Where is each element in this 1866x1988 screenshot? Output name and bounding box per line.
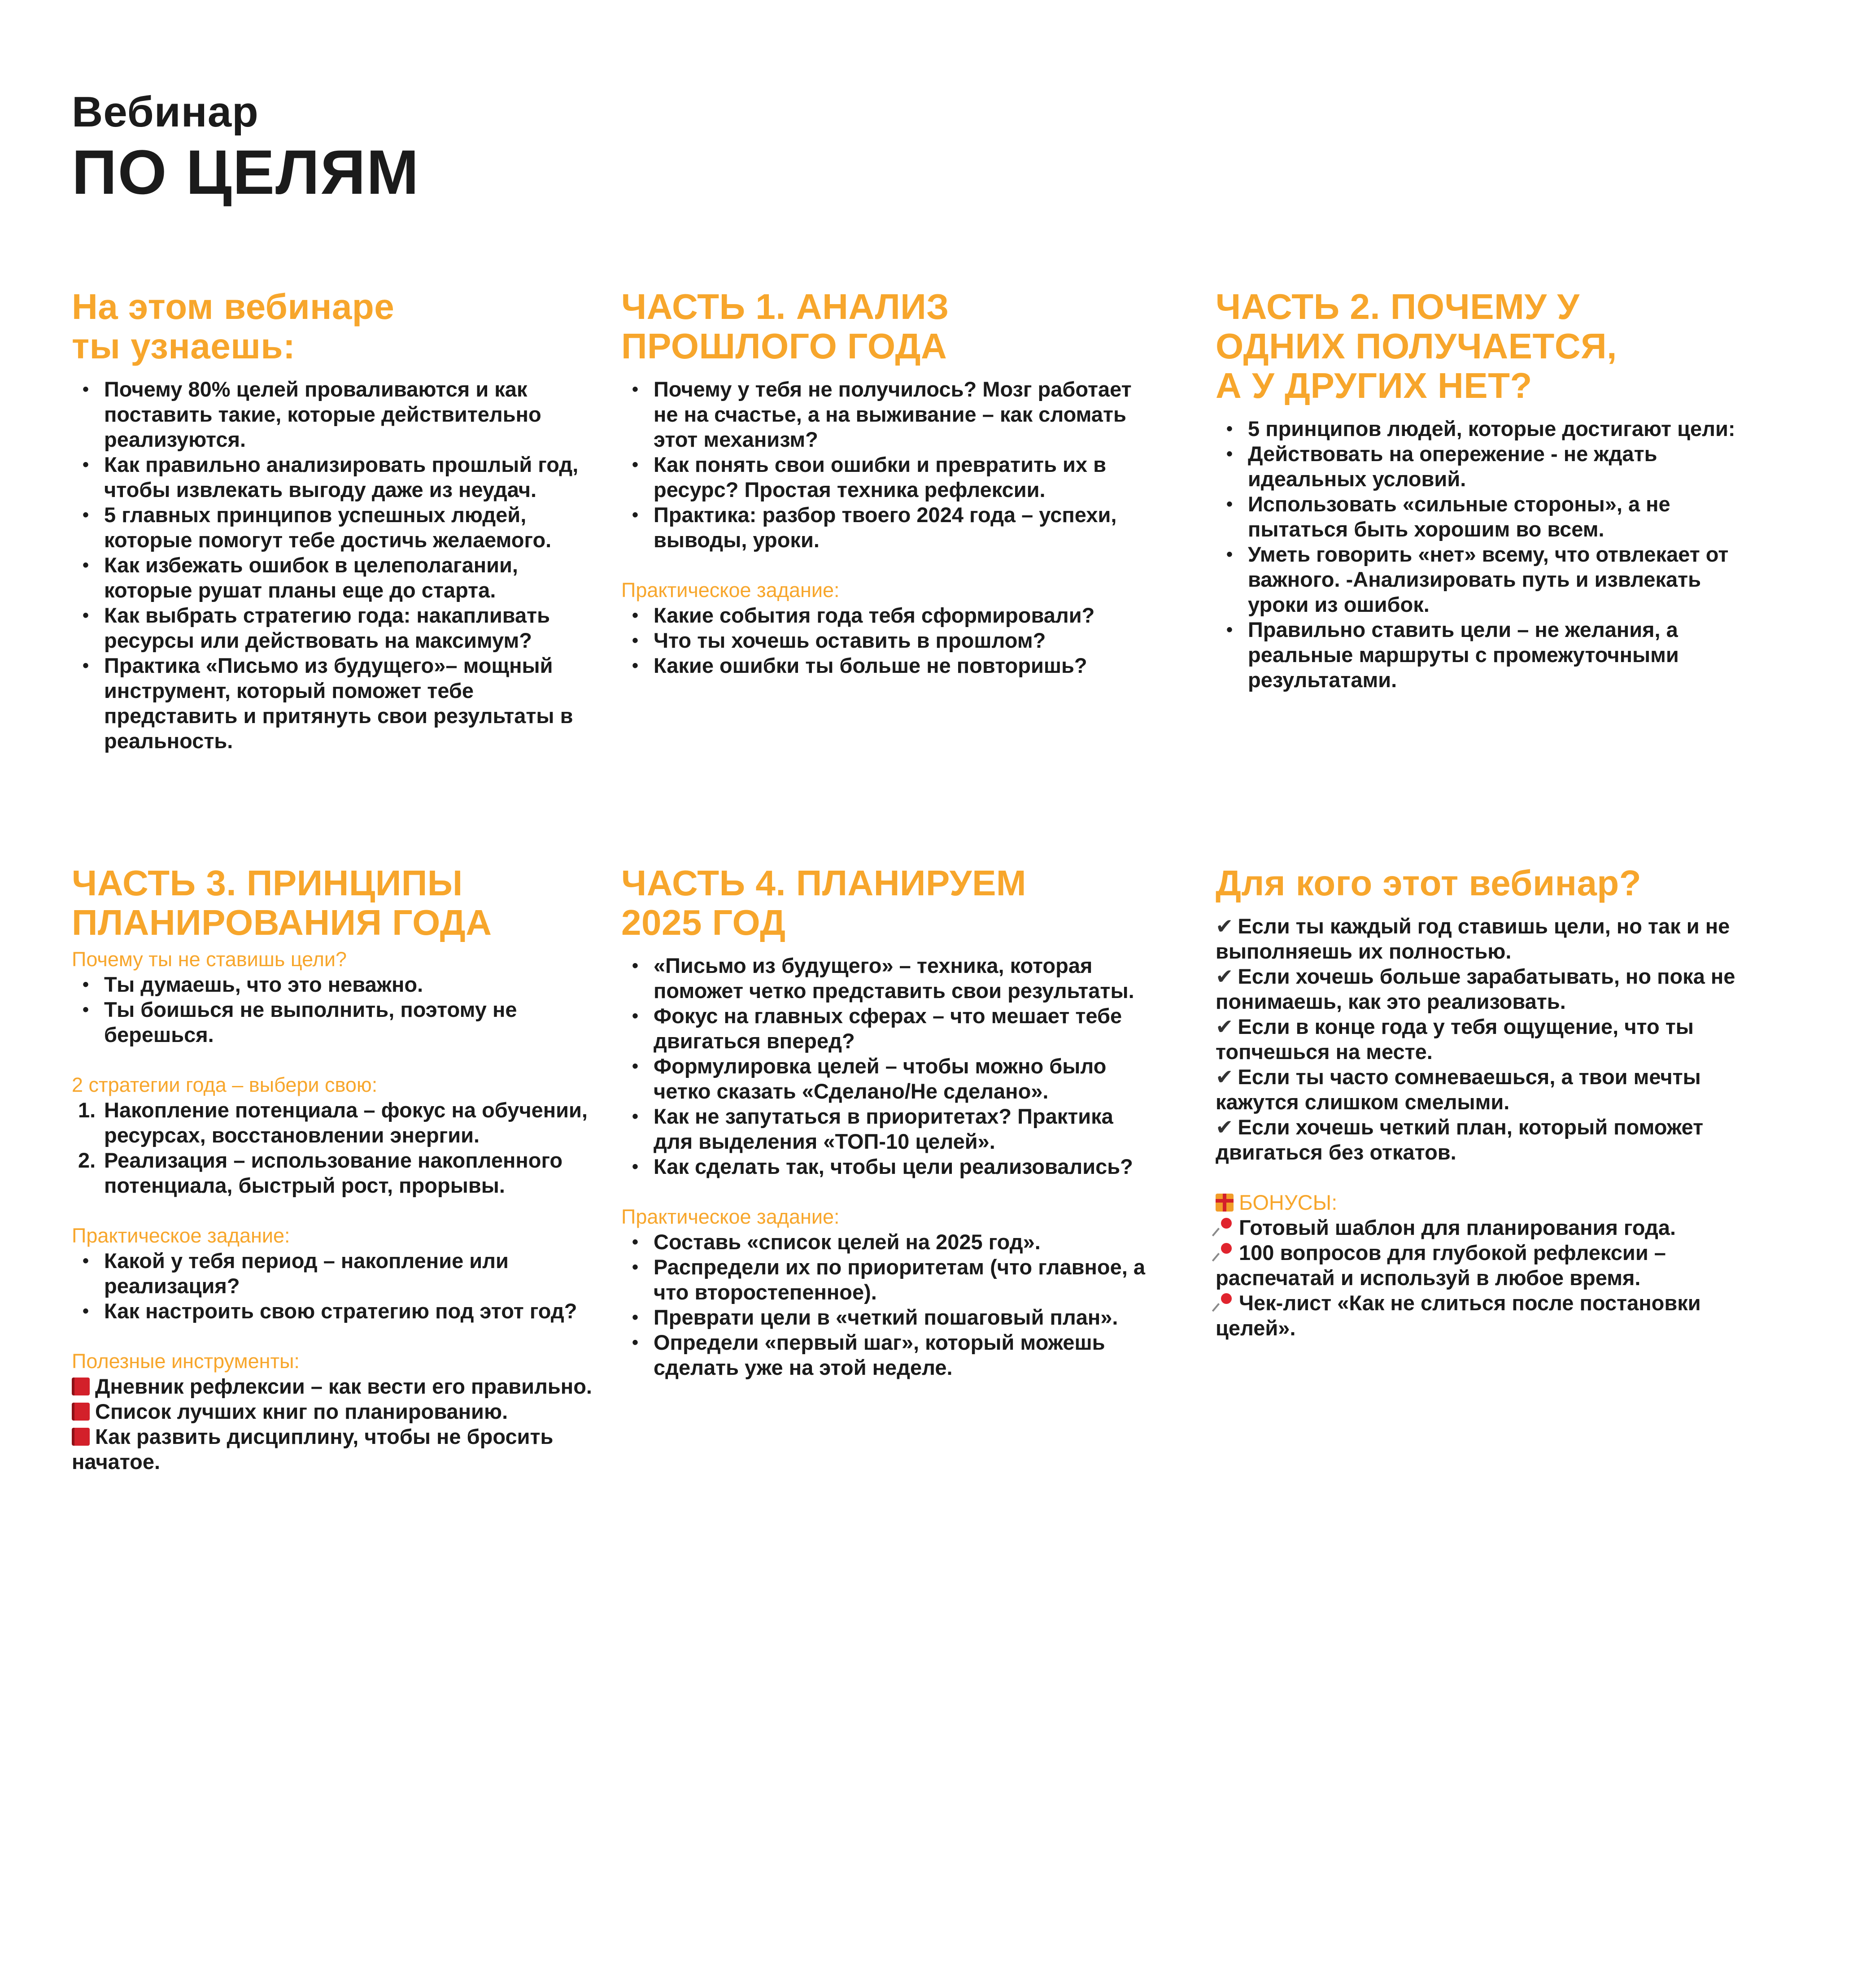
part3-heading: ЧАСТЬ 3. ПРИНЦИПЫ ПЛАНИРОВАНИЯ ГОДА (72, 863, 492, 942)
tool-item (72, 1424, 601, 1474)
part4-task-item: • Составь «список целей на 2025 год». (621, 1229, 1151, 1255)
book-icon (72, 1378, 90, 1395)
part3-task-item: • Какой у тебя период – накопление или реализация? (72, 1248, 601, 1299)
part1-item: • Практика: разбор твоего 2024 года – успехи, выводы, уроки. (621, 502, 1151, 553)
strategy-text: Реализация – использование накопленного потенциала, быстрый рост, прорывы. (104, 1148, 563, 1197)
tool-text: Список лучших книг по планированию. (95, 1399, 508, 1423)
part3-why-item: • Ты думаешь, что это неважно. (72, 972, 601, 997)
learn-heading: На этом вебинаре ты узнаешь: (72, 287, 395, 366)
part2-heading: ЧАСТЬ 2. ПОЧЕМУ У ОДНИХ ПОЛУЧАЕТСЯ, А У ДРУГИХ НЕТ? (1216, 287, 1617, 405)
part1-heading: ЧАСТЬ 1. АНАЛИЗ ПРОШЛОГО ГОДА (621, 287, 949, 366)
part3-task-list (72, 1248, 601, 1324)
part1-list (621, 377, 1151, 553)
check-icon: ✔ (1216, 964, 1234, 988)
audience-section (1216, 863, 1745, 1341)
audience-item (1216, 1115, 1745, 1165)
learn-item: • Как избежать ошибок в целеполагании, которые рушат планы еще до старта. (72, 553, 601, 603)
bonus-title (1216, 1190, 1745, 1215)
part2-item: • Использовать «сильные стороны», а не пытаться быть хорошим во всем. (1216, 492, 1745, 542)
part3-why-item: • Ты боишься не выполнить, поэтому не берешься. (72, 997, 601, 1047)
audience-text: Если хочешь больше зарабатывать, но пока не понимаешь, как это реализовать. (1216, 964, 1735, 1013)
learn-item: • Как правильно анализировать прошлый год, чтобы извлекать выгоду даже из неудач. (72, 452, 601, 502)
title-block (72, 87, 420, 206)
part2-item: • Правильно ставить цели – не желания, а реальные маршруты с промежуточными результатами. (1216, 617, 1745, 693)
part4-item: • Фокус на главных сферах – что мешает тебе двигаться вперед? (621, 1003, 1151, 1054)
part4-heading: ЧАСТЬ 4. ПЛАНИРУЕМ 2025 ГОД (621, 863, 1027, 942)
part4-task-item: • Распредели их по приоритетам (что главное, а что второстепенное). (621, 1255, 1151, 1305)
part4-task-list (621, 1229, 1151, 1380)
tool-text: Как развить дисциплину, чтобы не бросить начатое. (72, 1425, 554, 1474)
part4-item: • «Письмо из будущего» – техника, которая поможет четко представить свои результаты. (621, 953, 1151, 1003)
check-icon: ✔ (1216, 914, 1234, 938)
page-title: ПО ЦЕЛЯМ (72, 137, 420, 207)
pushpin-icon (1216, 1243, 1234, 1263)
part2-item: • Уметь говорить «нет» всему, что отвлекает от важного. -Анализировать путь и извлекать уроки из ошибок. (1216, 542, 1745, 617)
part3-section (72, 863, 601, 1474)
part3-task-title: Практическое задание: (72, 1224, 290, 1247)
part3-task-item: • Как настроить свою стратегию под этот год? (72, 1299, 601, 1324)
part3-strategy-item (72, 1098, 601, 1148)
book-icon (72, 1403, 90, 1421)
part4-item: • Как сделать так, чтобы цели реализовались? (621, 1154, 1151, 1179)
bonus-text: 100 вопросов для глубокой рефлексии – распечатай и используй в любое время. (1216, 1241, 1666, 1290)
bonus-title-text: БОНУСЫ: (1239, 1190, 1338, 1214)
gift-icon (1216, 1194, 1234, 1212)
audience-item (1216, 964, 1745, 1014)
learn-item: • Как выбрать стратегию года: накапливать ресурсы или действовать на максимум? (72, 603, 601, 653)
audience-item (1216, 1064, 1745, 1115)
part3-why-title: Почему ты не ставишь цели? (72, 948, 347, 971)
audience-item (1216, 914, 1745, 964)
part1-task-item: • Какие ошибки ты больше не повторишь? (621, 653, 1151, 678)
part1-task-list (621, 603, 1151, 678)
part1-item: • Почему у тебя не получилось? Мозг работает не на счастье, а на выживание – как сломать этот механизм? (621, 377, 1151, 452)
audience-heading: Для кого этот вебинар? (1216, 863, 1642, 903)
audience-text: Если в конце года у тебя ощущение, что ты топчешься на месте. (1216, 1015, 1694, 1064)
part4-list (621, 953, 1151, 1179)
part4-task-title: Практическое задание: (621, 1205, 840, 1228)
learn-item: • 5 главных принципов успешных людей, которые помогут тебе достичь желаемого. (72, 502, 601, 553)
check-icon: ✔ (1216, 1015, 1234, 1038)
check-icon: ✔ (1216, 1115, 1234, 1139)
part3-tools-title: Полезные инструменты: (72, 1350, 300, 1373)
strategy-text: Накопление потенциала – фокус на обучении, ресурсах, восстановлении энергии. (104, 1098, 588, 1147)
audience-item (1216, 1014, 1745, 1064)
learn-item: • Почему 80% целей проваливаются и как поставить такие, которые действительно реализуются. (72, 377, 601, 452)
audience-text: Если ты часто сомневаешься, а твои мечты кажутся слишком смелыми. (1216, 1065, 1701, 1114)
tool-item (72, 1399, 601, 1424)
part4-item: • Как не запутаться в приоритетах? Практика для выделения «ТОП-10 целей». (621, 1104, 1151, 1154)
part2-item: • Действовать на опережение - не ждать идеальных условий. (1216, 441, 1745, 492)
tool-text: Дневник рефлексии – как вести его правильно. (95, 1374, 592, 1398)
part1-task-item: • Что ты хочешь оставить в прошлом? (621, 628, 1151, 653)
check-icon: ✔ (1216, 1065, 1234, 1089)
bonus-text: Готовый шаблон для планирования года. (1239, 1216, 1676, 1239)
part2-list (1216, 416, 1745, 693)
part1-section (621, 287, 1151, 678)
part4-item: • Формулировка целей – чтобы можно было четко сказать «Сделано/Не сделано». (621, 1054, 1151, 1104)
part1-item: • Как понять свои ошибки и превратить их в ресурс? Простая техника рефлексии. (621, 452, 1151, 502)
part4-section (621, 863, 1151, 1380)
learn-item: • Практика «Письмо из будущего»– мощный инструмент, который поможет тебе представить и притянуть свои результаты в реальность. (72, 653, 601, 754)
audience-text: Если ты каждый год ставишь цели, но так и не выполняешь их полностью. (1216, 914, 1730, 963)
part3-strategies-list (72, 1098, 601, 1198)
strategy-number: 2. (78, 1148, 96, 1172)
part1-task-item: • Какие события года тебя сформировали? (621, 603, 1151, 628)
learn-list (72, 377, 601, 754)
part4-task-item: • Определи «первый шаг», который можешь сделать уже на этой неделе. (621, 1330, 1151, 1380)
page-subtitle: Вебинар (72, 88, 259, 136)
bonus-item (1216, 1290, 1745, 1341)
audience-text: Если хочешь четкий план, который поможет двигаться без откатов. (1216, 1115, 1704, 1164)
book-icon (72, 1428, 90, 1446)
part2-item: • 5 принципов людей, которые достигают цели: (1216, 416, 1745, 441)
pushpin-icon (1216, 1218, 1234, 1238)
part2-section (1216, 287, 1745, 693)
part3-why-list (72, 972, 601, 1047)
pushpin-icon (1216, 1293, 1234, 1313)
strategy-number: 1. (78, 1098, 96, 1122)
bonus-text: Чек-лист «Как не слиться после постановки целей». (1216, 1291, 1701, 1340)
bonus-item (1216, 1240, 1745, 1290)
part4-task-item: • Преврати цели в «четкий пошаговый план». (621, 1305, 1151, 1330)
part3-strategy-item (72, 1148, 601, 1198)
part1-task-title: Практическое задание: (621, 579, 840, 602)
bonus-item (1216, 1215, 1745, 1240)
part3-strategies-title: 2 стратегии года – выбери свою: (72, 1073, 378, 1096)
tool-item (72, 1374, 601, 1399)
learn-section (72, 287, 601, 754)
